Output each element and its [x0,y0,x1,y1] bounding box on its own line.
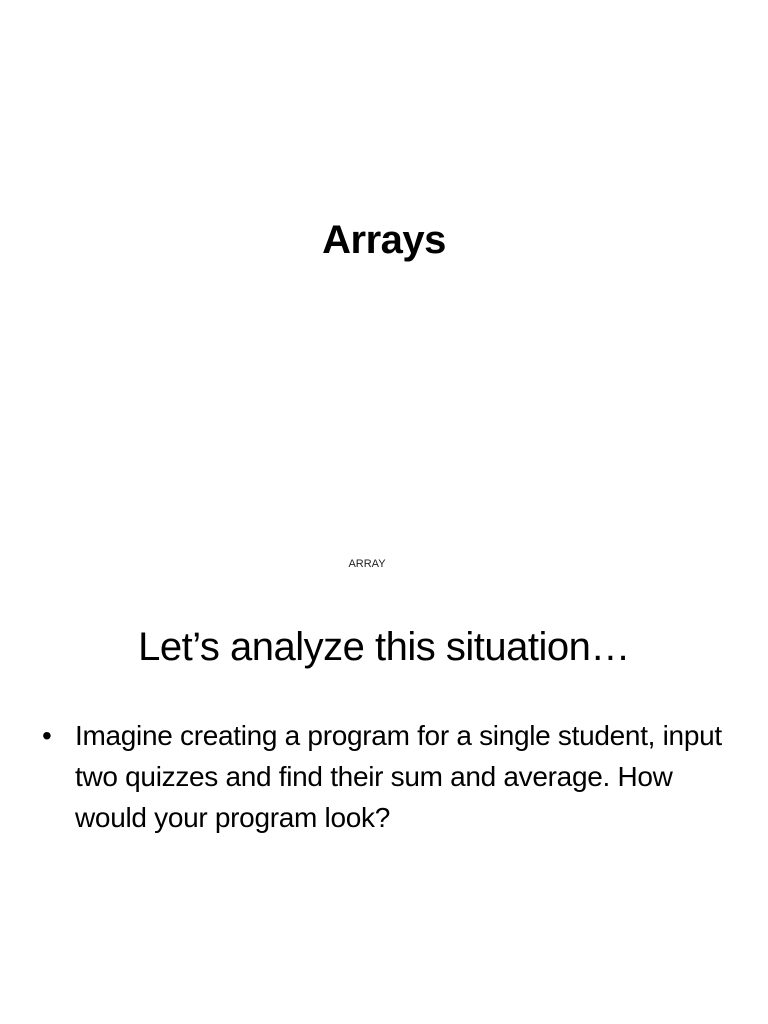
slide-subtitle-label: ARRAY [348,558,386,570]
bullet-list [42,715,722,838]
bullet-marker: • [42,720,52,751]
bullet-item [42,715,722,838]
section-heading: Let’s analyze this situation… [138,625,630,669]
slide-title: Arrays [322,218,446,262]
bullet-text: Imagine creating a program for a single student, input two quizzes and find their sum and average. How would your program look? [75,720,722,833]
